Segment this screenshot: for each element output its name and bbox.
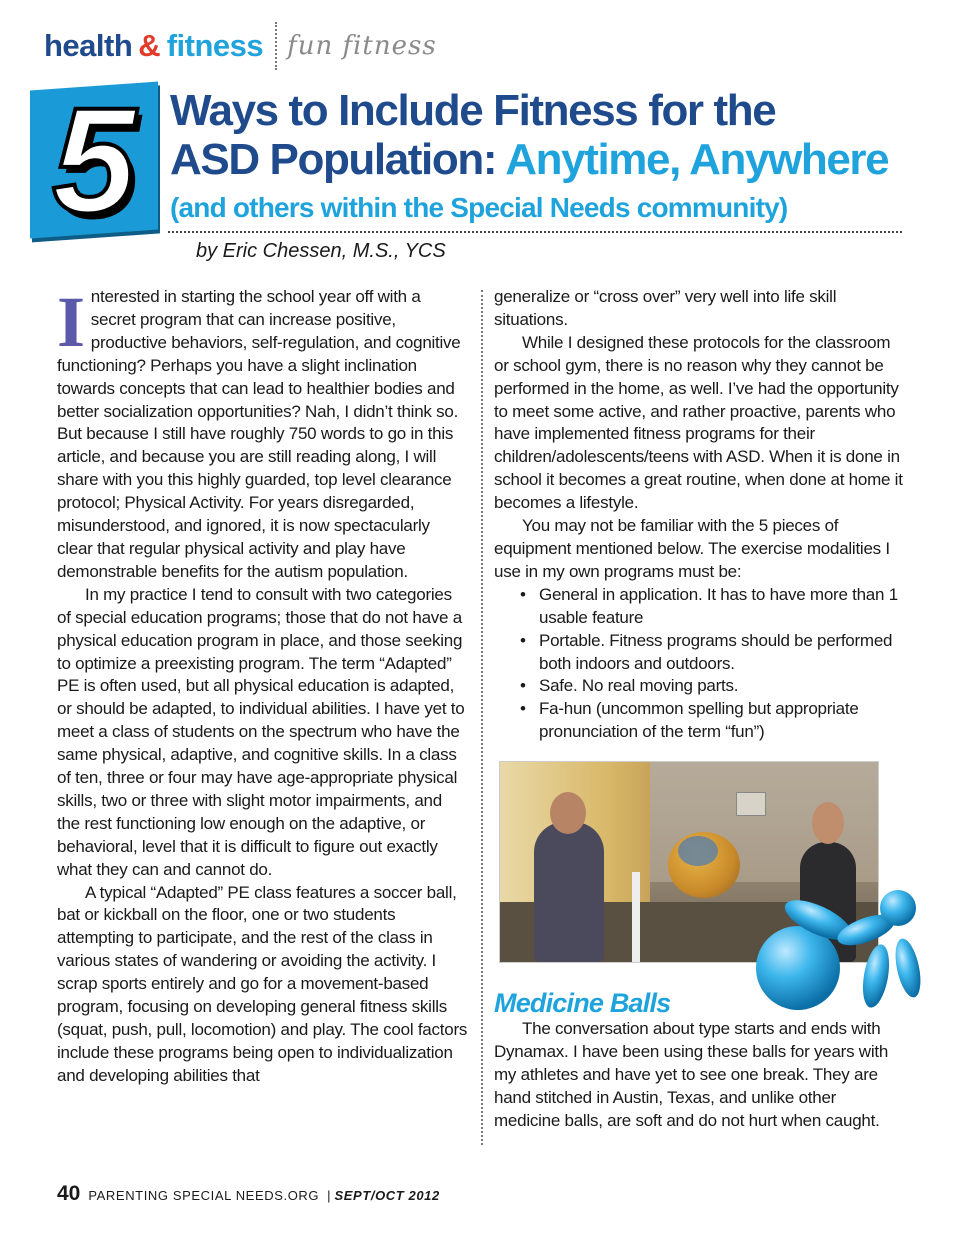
bullet: • <box>520 699 526 719</box>
page-number: 40 <box>57 1182 81 1205</box>
paragraph-intro-text: nterested in starting the school year off with a secret program that can increase positive, productive behaviors, self-regulation, and cognitive functioning? Perhaps you have a slight inclination towards concepts that can lead to healthier bodies and better socialization opportunities? Nah, I didn’t think so. But because I still have roughly 750 words to go in this article, and because you are still reading along, I will share with you this highly guarded, top level clearance protocol; Physical Activity. For years disregarded, misunderstood, and ignored, it is now spectacularly clear that regular physical activity and play have demonstrable benefits for the autism population. <box>57 287 461 581</box>
subsection-label: fun fitness <box>287 31 437 61</box>
page-footer <box>57 1182 440 1206</box>
list-item <box>520 675 906 698</box>
issue-date: SEPT/OCT 2012 <box>334 1188 440 1203</box>
section-header <box>44 24 437 68</box>
article-subtitle: (and others within the Special Needs community) <box>170 192 788 223</box>
title-line-2: ASD Population: <box>170 135 506 184</box>
section-ampersand: & <box>138 28 161 63</box>
requirements-list <box>494 584 906 744</box>
section-label-fitness: fitness <box>166 28 264 63</box>
photo-ac-unit <box>736 792 766 816</box>
title-accent: Anytime, Anywhere <box>505 135 889 184</box>
column-divider <box>481 290 483 1145</box>
list-item <box>520 630 906 676</box>
list-item-text: General in application. It has to have more than 1 usable feature <box>539 584 898 627</box>
photo-pole <box>632 872 640 962</box>
bullet: • <box>520 676 526 696</box>
medicine-balls-section <box>494 1018 906 1133</box>
article-title <box>170 86 930 184</box>
title-line-1: Ways to Include Fitness for the <box>170 86 776 135</box>
bullet: • <box>520 584 526 604</box>
list-item-text: Fa-hun (uncommon spelling but appropriate pronunciation of the term “fun”) <box>539 699 859 742</box>
paragraph-home: While I designed these protocols for the classroom or school gym, there is no reason why they cannot be performed in the home, as well. I’ve had the opportunity to meet some active, and rather proactive, parents who have implemented fitness programs for their children/adolescents/teens with ASD. When it is done in school it becomes a great routine, when done at home it becomes a lifestyle. <box>494 332 903 513</box>
photo-ball-band <box>678 836 718 866</box>
footer-separator: | <box>327 1188 331 1203</box>
paragraph-dynamax: The conversation about type starts and ends with Dynamax. I have been using these balls for years with my athletes and have yet to see one break. They are hand stitched in Austin, Texas, and unlike other medicine balls, are soft and do not hurt when caught. <box>494 1019 889 1130</box>
paragraph-intro <box>57 282 469 584</box>
drop-cap: I <box>57 282 85 362</box>
paragraph-equipment: You may not be familiar with the 5 pieces of equipment mentioned below. The exercise modalities I use in my own programs must be: <box>494 516 890 581</box>
publication-name: PARENTING SPECIAL NEEDS.ORG <box>88 1188 320 1203</box>
big-number: 5 <box>52 76 136 244</box>
list-item-text: Safe. No real moving parts. <box>539 676 739 696</box>
byline: by Eric Chessen, M.S., YCS <box>196 240 446 262</box>
bullet: • <box>520 630 526 650</box>
right-column <box>494 286 906 744</box>
title-divider <box>168 231 902 233</box>
photo-person-right-head <box>812 802 844 844</box>
paragraph-practice: In my practice I tend to consult with two categories of special education programs; those that do not have a physical education program in place, and those seeking to optimize a preexisting program. The term “Adapted” PE is often used, but all physical education is adapted, or should be adapted, to individual abilities. I have yet to meet a class of students on the spectrum who have the same physical, adaptive, and cognitive skills. In a class of ten, three or four may have age-appropriate physical skills, two or three with slight motor impairments, and the rest functioning low enough on the adaptive, or behavioral, level that it is difficult to figure out exactly what they can and cannot do. <box>57 584 465 879</box>
section-divider <box>275 22 277 70</box>
section-label-health: health <box>44 28 133 63</box>
section-heading-medicine-balls: Medicine Balls <box>494 988 671 1018</box>
paragraph-generalize: generalize or “cross over” very well into life skill situations. <box>494 287 837 329</box>
left-column <box>57 282 469 1088</box>
list-item <box>520 698 906 744</box>
list-item-text: Portable. Fitness programs should be performed both indoors and outdoors. <box>539 630 893 673</box>
photo-person-left-head <box>550 792 586 834</box>
paragraph-adapted-pe: A typical “Adapted” PE class features a soccer ball, bat or kickball on the floor, one or two students attempting to participate, and the rest of the class in various states of wandering or avoiding the activity. I scrap sports entirely and go for a movement-based program, focusing on developing general fitness skills (squat, push, pull, locomotion) and play. The cool factors include these programs being open to individualization and developing abilities that <box>57 882 468 1085</box>
photo-person-left <box>534 822 604 962</box>
fitness-figure-icon <box>748 880 923 1020</box>
list-item <box>520 584 906 630</box>
